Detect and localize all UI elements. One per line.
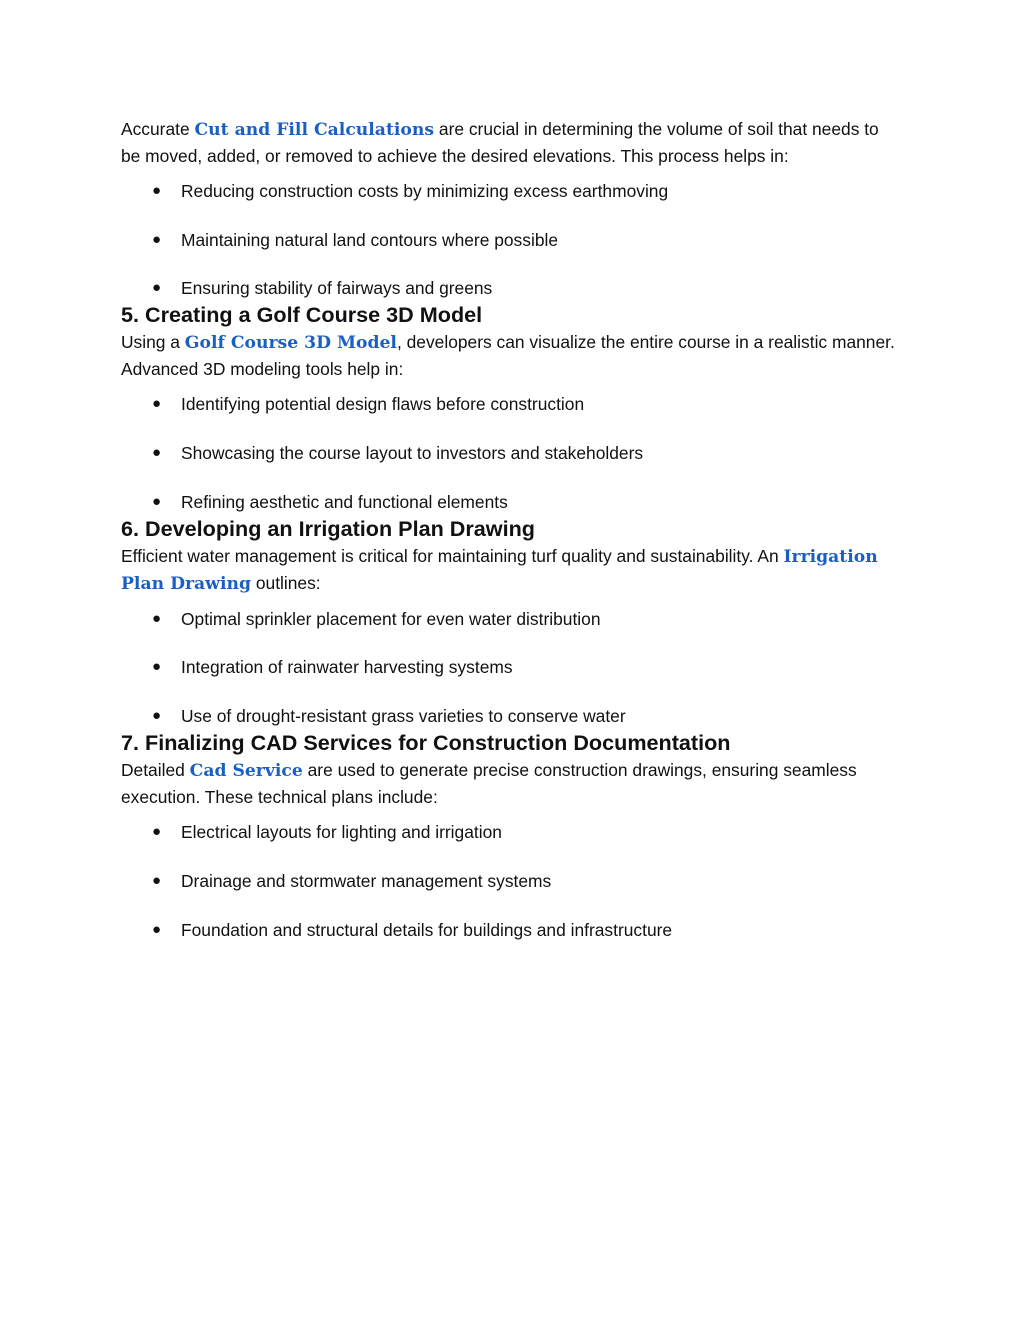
intro-bullet-list	[121, 178, 901, 301]
section-5-paragraph: Using a Golf Course 3D Model, developers can visualize the entire course in a realistic manner. Advanced 3D modeling tools help in:	[121, 332, 895, 380]
bullet-icon: ●	[152, 609, 162, 627]
list-item: ● Optimal sprinkler placement for even water distribution	[121, 606, 901, 632]
section-6-heading: 6. Developing an Irrigation Plan Drawing	[121, 515, 535, 541]
bullet-icon: ●	[152, 707, 162, 725]
bullet-icon: ●	[152, 492, 162, 510]
cad-service-link[interactable]: Cad Service	[189, 761, 303, 782]
list-item: ● Foundation and structural details for buildings and infrastructure	[121, 917, 901, 943]
intro-text-pre: Accurate	[121, 119, 195, 139]
list-item: ● Ensuring stability of fairways and greens	[121, 275, 901, 301]
list-item: ● Showcasing the course layout to investors and stakeholders	[121, 440, 901, 466]
section-7-bullet-list	[121, 819, 901, 942]
section-7-paragraph: Detailed Cad Service are used to generate precise construction drawings, ensuring seamless execution. These technical plans include:	[121, 760, 857, 808]
bullet-icon: ●	[152, 182, 162, 199]
golf-course-3d-model-link[interactable]: Golf Course 3D Model	[184, 333, 397, 354]
bullet-icon: ●	[152, 920, 162, 938]
bullet-icon: ●	[152, 279, 162, 297]
list-item: ● Identifying potential design flaws before construction	[121, 391, 901, 417]
section-7-heading: 7. Finalizing CAD Services for Construction Documentation	[121, 730, 731, 756]
section-5-heading: 5. Creating a Golf Course 3D Model	[121, 302, 483, 328]
bullet-icon: ●	[152, 444, 162, 462]
list-item: ● Use of drought-resistant grass varieties to conserve water	[121, 703, 901, 729]
bullet-icon: ●	[152, 823, 162, 841]
bullet-icon: ●	[152, 658, 162, 676]
list-item: ● Reducing construction costs by minimizing excess earthmoving	[121, 178, 901, 204]
bullet-icon: ●	[152, 871, 162, 889]
list-item: ● Drainage and stormwater management systems	[121, 868, 901, 894]
intro-text-post: are crucial in determining the volume of soil that needs to be moved, added, or removed to achieve the desired elevations. This process helps in:	[121, 119, 879, 166]
intro-paragraph	[121, 116, 901, 169]
document-page	[121, 116, 901, 943]
irrigation-plan-drawing-link[interactable]: Irrigation Plan Drawing	[121, 546, 878, 594]
section-6-bullet-list	[121, 606, 901, 729]
list-item: ● Electrical layouts for lighting and irrigation	[121, 819, 901, 845]
section-5-bullet-list	[121, 391, 901, 514]
bullet-icon: ●	[152, 230, 162, 248]
list-item: ● Maintaining natural land contours where possible	[121, 227, 901, 253]
section-6-paragraph: Efficient water management is critical for maintaining turf quality and sustainability. An Irrigation Plan Drawing outlines:	[121, 545, 878, 594]
cut-and-fill-link[interactable]: Cut and Fill Calculations	[194, 120, 435, 140]
list-item: ● Refining aesthetic and functional elements	[121, 489, 901, 515]
bullet-icon: ●	[152, 395, 162, 413]
list-item: ● Integration of rainwater harvesting systems	[121, 654, 901, 680]
